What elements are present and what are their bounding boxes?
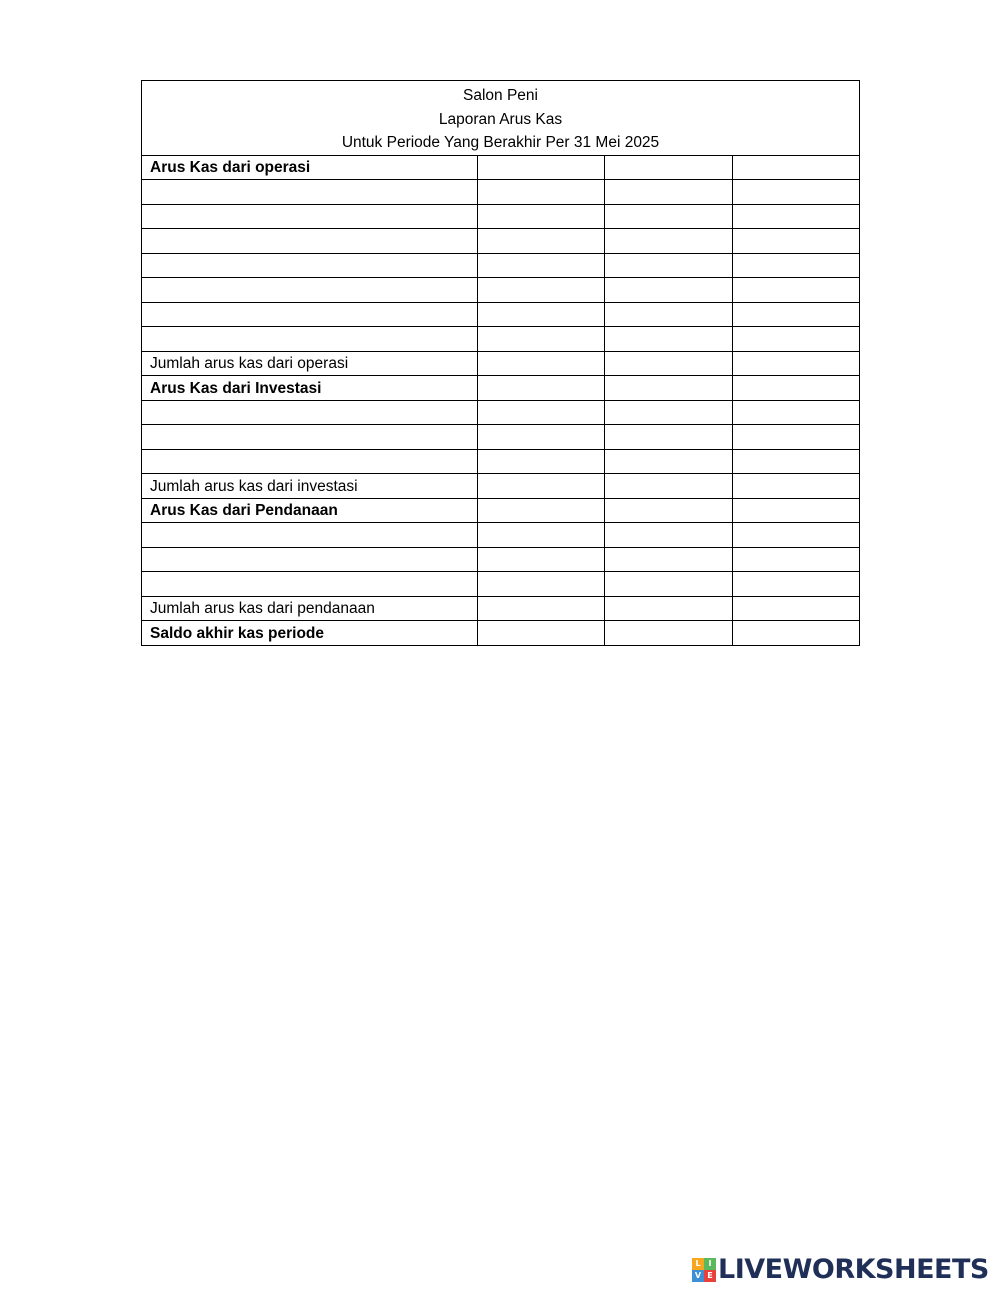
row-label: Saldo akhir kas periode bbox=[142, 621, 478, 646]
amount-cell-3[interactable] bbox=[732, 204, 859, 229]
amount-cell-3[interactable] bbox=[732, 449, 859, 474]
row-label bbox=[142, 449, 478, 474]
amount-cell-2[interactable] bbox=[605, 278, 732, 303]
row-label bbox=[142, 278, 478, 303]
amount-cell-1[interactable] bbox=[477, 253, 604, 278]
amount-cell-2[interactable] bbox=[605, 547, 732, 572]
row-label bbox=[142, 327, 478, 352]
row-label bbox=[142, 523, 478, 548]
amount-cell-3[interactable] bbox=[732, 180, 859, 205]
row-label: Jumlah arus kas dari pendanaan bbox=[142, 596, 478, 621]
table-row bbox=[142, 474, 860, 499]
table-row bbox=[142, 302, 860, 327]
amount-cell-3[interactable] bbox=[732, 523, 859, 548]
amount-cell-1[interactable] bbox=[477, 621, 604, 646]
table-row bbox=[142, 498, 860, 523]
cash-flow-table bbox=[141, 80, 860, 646]
amount-cell-3[interactable] bbox=[732, 327, 859, 352]
row-label bbox=[142, 572, 478, 597]
report-title: Laporan Arus Kas bbox=[438, 110, 563, 128]
row-label bbox=[142, 229, 478, 254]
table-row bbox=[142, 400, 860, 425]
amount-cell-3[interactable] bbox=[732, 155, 859, 180]
report-period: Untuk Periode Yang Berakhir Per 31 Mei 2025 bbox=[341, 134, 660, 151]
amount-cell-2[interactable] bbox=[605, 474, 732, 499]
amount-cell-1[interactable] bbox=[477, 449, 604, 474]
liveworksheets-brand bbox=[692, 1256, 989, 1284]
amount-cell-2[interactable] bbox=[605, 302, 732, 327]
row-label: Arus Kas dari Pendanaan bbox=[142, 498, 478, 523]
row-label bbox=[142, 302, 478, 327]
amount-cell-3[interactable] bbox=[732, 572, 859, 597]
row-label: Jumlah arus kas dari operasi bbox=[142, 351, 478, 376]
table-row bbox=[142, 155, 860, 180]
amount-cell-2[interactable] bbox=[605, 425, 732, 450]
table-row bbox=[142, 572, 860, 597]
amount-cell-3[interactable] bbox=[732, 621, 859, 646]
table-row bbox=[142, 425, 860, 450]
row-label bbox=[142, 253, 478, 278]
amount-cell-1[interactable] bbox=[477, 474, 604, 499]
row-label bbox=[142, 400, 478, 425]
amount-cell-1[interactable] bbox=[477, 180, 604, 205]
amount-cell-1[interactable] bbox=[477, 351, 604, 376]
logo-tile: E bbox=[704, 1270, 716, 1282]
logo-tile: I bbox=[704, 1258, 716, 1270]
amount-cell-3[interactable] bbox=[732, 253, 859, 278]
amount-cell-3[interactable] bbox=[732, 547, 859, 572]
table-row bbox=[142, 180, 860, 205]
amount-cell-2[interactable] bbox=[605, 351, 732, 376]
table-row bbox=[142, 253, 860, 278]
row-label bbox=[142, 547, 478, 572]
amount-cell-2[interactable] bbox=[605, 180, 732, 205]
amount-cell-3[interactable] bbox=[732, 376, 859, 401]
amount-cell-1[interactable] bbox=[477, 547, 604, 572]
logo-tile: V bbox=[692, 1270, 704, 1282]
row-label bbox=[142, 425, 478, 450]
row-label bbox=[142, 180, 478, 205]
amount-cell-1[interactable] bbox=[477, 376, 604, 401]
amount-cell-3[interactable] bbox=[732, 278, 859, 303]
table-row bbox=[142, 547, 860, 572]
amount-cell-3[interactable] bbox=[732, 474, 859, 499]
amount-cell-3[interactable] bbox=[732, 498, 859, 523]
table-row bbox=[142, 621, 860, 646]
amount-cell-3[interactable] bbox=[732, 400, 859, 425]
amount-cell-1[interactable] bbox=[477, 523, 604, 548]
table-row bbox=[142, 278, 860, 303]
amount-cell-2[interactable] bbox=[605, 155, 732, 180]
amount-cell-1[interactable] bbox=[477, 572, 604, 597]
company-name: Salon Peni bbox=[463, 87, 538, 104]
table-row bbox=[142, 327, 860, 352]
brand-name: LIVEWORKSHEETS bbox=[718, 1254, 989, 1285]
row-label bbox=[142, 204, 478, 229]
amount-cell-2[interactable] bbox=[605, 253, 732, 278]
amount-cell-2[interactable] bbox=[605, 204, 732, 229]
amount-cell-1[interactable] bbox=[477, 400, 604, 425]
amount-cell-1[interactable] bbox=[477, 327, 604, 352]
amount-cell-1[interactable] bbox=[477, 596, 604, 621]
row-label: Jumlah arus kas dari investasi bbox=[142, 474, 478, 499]
amount-cell-3[interactable] bbox=[732, 229, 859, 254]
report-header bbox=[142, 81, 860, 156]
table-row bbox=[142, 596, 860, 621]
amount-cell-3[interactable] bbox=[732, 302, 859, 327]
amount-cell-1[interactable] bbox=[477, 204, 604, 229]
amount-cell-3[interactable] bbox=[732, 596, 859, 621]
row-label: Arus Kas dari operasi bbox=[142, 155, 478, 180]
amount-cell-2[interactable] bbox=[605, 498, 732, 523]
amount-cell-3[interactable] bbox=[732, 425, 859, 450]
amount-cell-3[interactable] bbox=[732, 351, 859, 376]
amount-cell-1[interactable] bbox=[477, 155, 604, 180]
liveworksheets-logo-icon bbox=[692, 1258, 716, 1282]
table-row bbox=[142, 351, 860, 376]
amount-cell-1[interactable] bbox=[477, 278, 604, 303]
table-row bbox=[142, 229, 860, 254]
amount-cell-2[interactable] bbox=[605, 572, 732, 597]
amount-cell-2[interactable] bbox=[605, 523, 732, 548]
amount-cell-1[interactable] bbox=[477, 229, 604, 254]
amount-cell-2[interactable] bbox=[605, 400, 732, 425]
table-row bbox=[142, 523, 860, 548]
amount-cell-2[interactable] bbox=[605, 621, 732, 646]
amount-cell-1[interactable] bbox=[477, 425, 604, 450]
amount-cell-2[interactable] bbox=[605, 229, 732, 254]
report-header-row bbox=[142, 81, 860, 156]
amount-cell-1[interactable] bbox=[477, 302, 604, 327]
table-row bbox=[142, 204, 860, 229]
logo-tile: L bbox=[692, 1258, 704, 1270]
amount-cell-2[interactable] bbox=[605, 449, 732, 474]
amount-cell-2[interactable] bbox=[605, 327, 732, 352]
amount-cell-2[interactable] bbox=[605, 596, 732, 621]
table-row bbox=[142, 449, 860, 474]
amount-cell-2[interactable] bbox=[605, 376, 732, 401]
row-label: Arus Kas dari Investasi bbox=[142, 376, 478, 401]
amount-cell-1[interactable] bbox=[477, 498, 604, 523]
table-row bbox=[142, 376, 860, 401]
